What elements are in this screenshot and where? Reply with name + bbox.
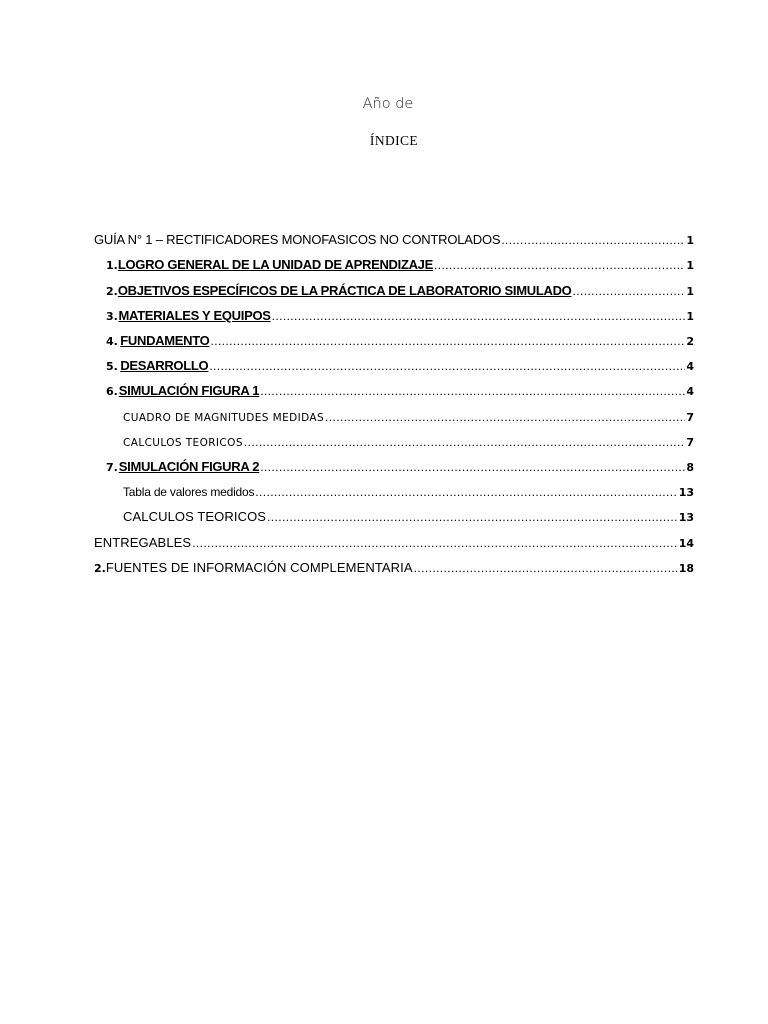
toc-entry-tabla-valores[interactable] bbox=[123, 480, 694, 504]
year-heading: Año de bbox=[362, 96, 414, 112]
toc-entry-number: 1. bbox=[106, 259, 118, 272]
toc-entry-number: 7. bbox=[106, 461, 118, 474]
toc-entry-text: SIMULACIÓN FIGURA 2 bbox=[118, 459, 260, 474]
toc-page-number: 4 bbox=[686, 360, 694, 373]
toc-page-number: 13 bbox=[678, 511, 694, 524]
toc-page-number: 1 bbox=[686, 310, 694, 323]
toc-entry-number: 6. bbox=[106, 385, 118, 398]
toc-entry-desarrollo[interactable] bbox=[106, 354, 694, 378]
toc-page-number: 2 bbox=[686, 335, 694, 348]
toc-entry-text: FUENTES DE INFORMACIÓN COMPLEMENTARIA bbox=[105, 560, 413, 575]
toc-leader-dots bbox=[501, 228, 685, 252]
toc-leader-dots bbox=[260, 455, 685, 479]
toc-entry-objetivos[interactable] bbox=[106, 279, 694, 303]
toc-entry-text: SIMULACIÓN FIGURA 1 bbox=[118, 383, 260, 398]
toc-leader-dots bbox=[267, 505, 678, 529]
toc-entry-text: DESARROLLO bbox=[120, 358, 209, 373]
toc-entry-text: CALCULOS TEORICOS bbox=[123, 509, 267, 524]
toc-entry-number: 2. bbox=[94, 562, 106, 575]
toc-page-number: 1 bbox=[686, 285, 694, 298]
toc-entry-text: OBJETIVOS ESPECÍFICOS DE LA PRÁCTICA DE LABORATORIO SIMULADO bbox=[117, 283, 572, 298]
toc-leader-dots bbox=[255, 480, 677, 504]
toc-entry-text: MATERIALES Y EQUIPOS bbox=[118, 308, 271, 323]
toc-entry-calculos-teoricos-2[interactable] bbox=[123, 505, 694, 529]
toc-page-number: 1 bbox=[686, 259, 694, 272]
toc-entry-text: Tabla de valores medidos bbox=[123, 485, 255, 499]
toc-leader-dots bbox=[573, 279, 686, 303]
toc-entry-text: ENTREGABLES bbox=[94, 535, 192, 550]
toc-entry-fuentes[interactable] bbox=[94, 556, 694, 580]
toc-entry-simulacion-figura-2[interactable] bbox=[106, 455, 694, 479]
toc-entry-fundamento[interactable] bbox=[106, 329, 694, 353]
toc-entry-number: 5. bbox=[106, 360, 118, 373]
toc-leader-dots bbox=[192, 531, 678, 555]
toc-leader-dots bbox=[414, 556, 678, 580]
toc-page-number: 1 bbox=[686, 234, 694, 247]
toc-entry-number: 2. bbox=[106, 285, 118, 298]
toc-page-number: 7 bbox=[686, 411, 694, 424]
toc-entry-logro-general[interactable] bbox=[106, 253, 694, 277]
toc-leader-dots bbox=[210, 329, 685, 353]
toc-entry-simulacion-figura-1[interactable] bbox=[106, 379, 694, 403]
toc-page-number: 7 bbox=[686, 436, 694, 449]
toc-leader-dots bbox=[260, 379, 685, 403]
toc-page-number: 14 bbox=[678, 537, 694, 550]
toc-leader-dots bbox=[272, 304, 686, 328]
toc-page-number: 13 bbox=[678, 486, 694, 499]
toc-page-number: 8 bbox=[686, 461, 694, 474]
toc-entry-entregables[interactable] bbox=[94, 531, 694, 555]
toc-entry-text: FUNDAMENTO bbox=[120, 333, 210, 348]
toc-entry-number: 4. bbox=[106, 335, 118, 348]
toc-page-number: 4 bbox=[686, 385, 694, 398]
toc-leader-dots bbox=[244, 430, 685, 454]
toc-entry-cuadro-magnitudes[interactable] bbox=[123, 405, 694, 429]
toc-leader-dots bbox=[209, 354, 685, 378]
index-title: ÍNDICE bbox=[369, 133, 419, 148]
toc-entry-text: CALCULOS TEORICOS bbox=[123, 437, 243, 449]
toc-entry-text: CUADRO DE MAGNITUDES MEDIDAS bbox=[123, 412, 325, 424]
toc-entry-text: GUÍA N° 1 – RECTIFICADORES MONOFASICOS NO CONTROLADOS bbox=[94, 232, 501, 247]
toc-entry-number: 3. bbox=[106, 310, 118, 323]
toc-leader-dots bbox=[434, 253, 685, 277]
toc-entry-text: LOGRO GENERAL DE LA UNIDAD DE APRENDIZAJE bbox=[117, 257, 433, 272]
toc-entry-guia[interactable] bbox=[94, 228, 694, 252]
toc-page-number: 18 bbox=[678, 562, 694, 575]
toc-entry-materiales[interactable] bbox=[106, 304, 694, 328]
toc-leader-dots bbox=[325, 405, 685, 429]
toc-entry-calculos-teoricos-1[interactable] bbox=[123, 430, 694, 454]
